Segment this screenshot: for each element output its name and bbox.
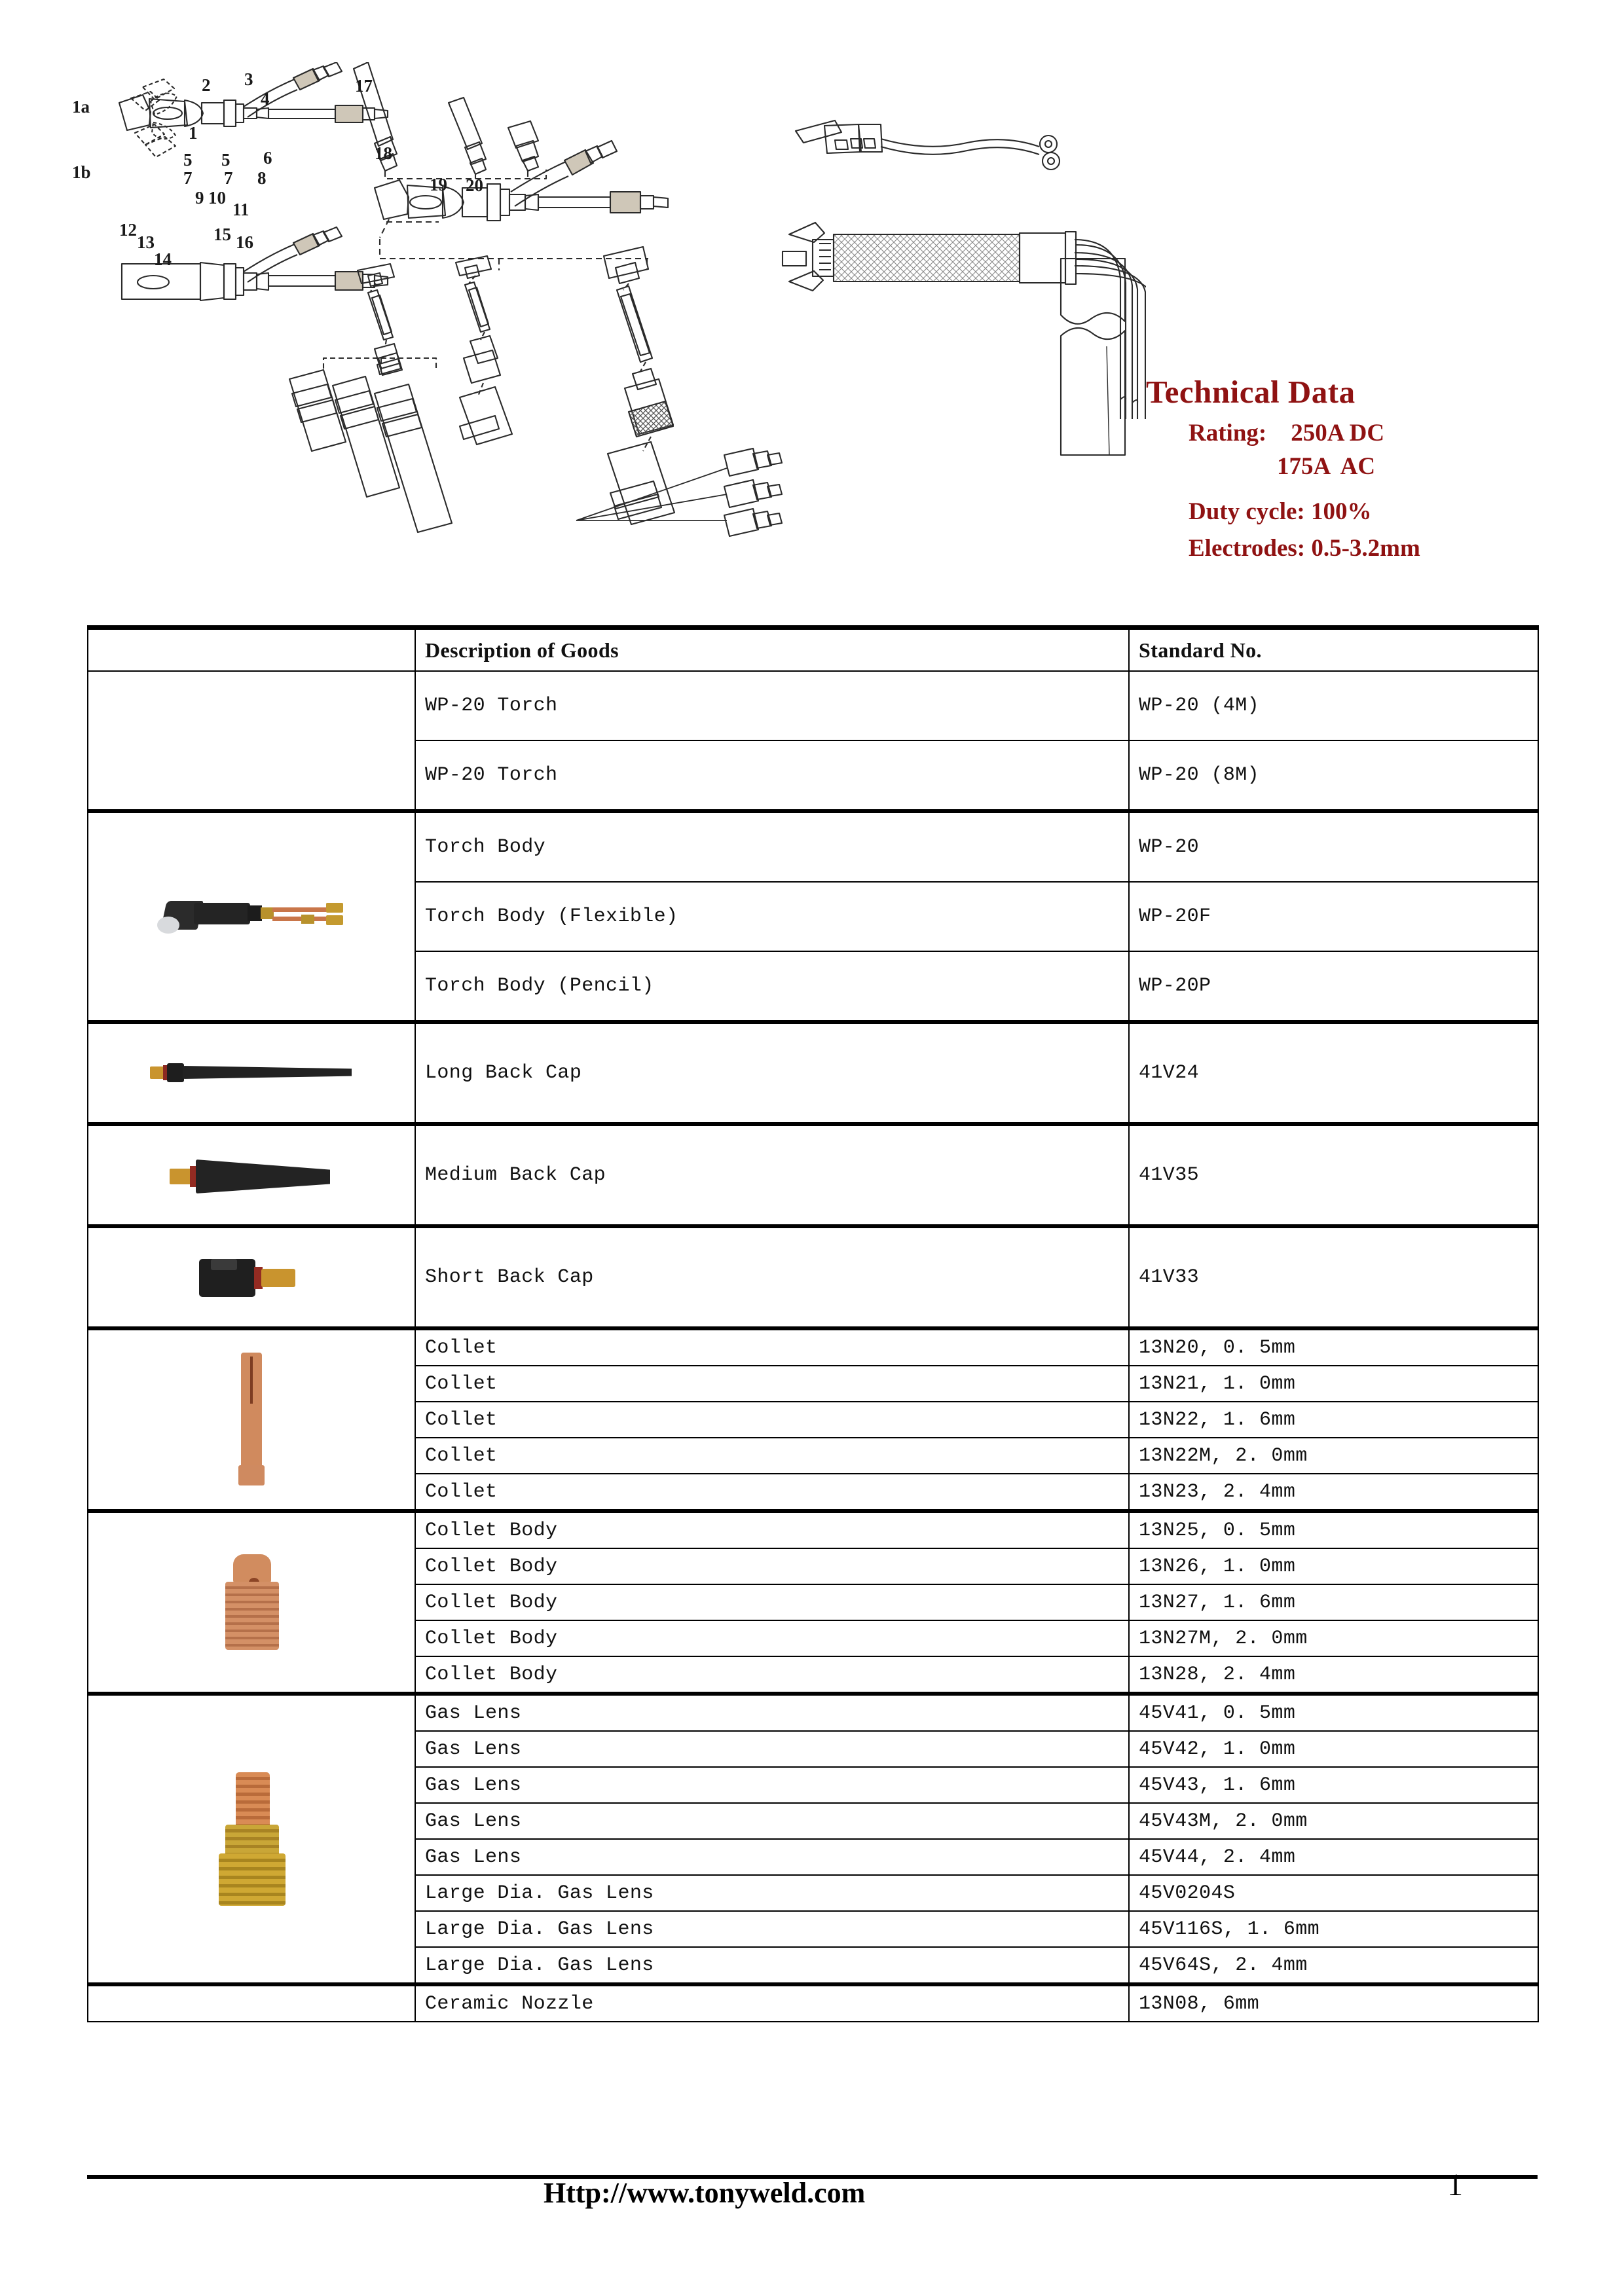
- cell-description: Large Dia. Gas Lens: [415, 1875, 1129, 1911]
- cell-standard-no: 13N27, 1. 6mm: [1129, 1584, 1538, 1620]
- column-header-standard: Standard No.: [1129, 628, 1538, 672]
- short-back-cap-photo: [193, 1252, 310, 1302]
- cell-description: Collet: [415, 1438, 1129, 1474]
- callout-1b: 1b: [72, 162, 91, 182]
- callout-11: 11: [232, 200, 249, 219]
- footer-page-number: 1: [1447, 2168, 1463, 2202]
- collet-photo: [232, 1353, 271, 1487]
- cell-description: Collet Body: [415, 1511, 1129, 1548]
- medium-back-cap-cone: [196, 1159, 330, 1194]
- gas-lens-cu: [236, 1772, 270, 1829]
- cell-standard-no: 13N26, 1. 0mm: [1129, 1548, 1538, 1584]
- cell-description: Long Back Cap: [415, 1022, 1129, 1124]
- table-body: [88, 671, 1538, 2022]
- cell-standard-no: 41V33: [1129, 1226, 1538, 1328]
- product-image-cell: [88, 1511, 415, 1694]
- table-header: [88, 628, 1538, 672]
- callout-3: 3: [244, 69, 253, 89]
- column-header-description: Description of Goods: [415, 628, 1129, 672]
- cell-description: Collet: [415, 1328, 1129, 1366]
- callout-1a: 1a: [72, 97, 90, 117]
- callout-13: 13: [137, 232, 155, 252]
- product-image-cell: [88, 811, 415, 1022]
- cell-standard-no: WP-20 (8M): [1129, 740, 1538, 811]
- gas-lens-base: [219, 1853, 286, 1906]
- long-back-cap-collar: [167, 1063, 184, 1082]
- cell-description: Gas Lens: [415, 1767, 1129, 1803]
- cell-standard-no: 45V43, 1. 6mm: [1129, 1767, 1538, 1803]
- cell-standard-no: 13N21, 1. 0mm: [1129, 1366, 1538, 1402]
- product-image-cell: [88, 1328, 415, 1511]
- rating-dc-value: 250A DC: [1291, 420, 1385, 446]
- cell-standard-no: 45V41, 0. 5mm: [1129, 1694, 1538, 1731]
- callout-2: 2: [202, 75, 211, 95]
- product-image-cell: [88, 671, 415, 811]
- table-header-row: [88, 628, 1538, 672]
- technical-data-duty-cycle: Duty cycle: 100%: [1189, 498, 1372, 525]
- callout-7: 7: [224, 168, 233, 188]
- callout-16: 16: [236, 232, 253, 252]
- callout-1: 1: [189, 123, 198, 143]
- technical-data-title: Technical Data: [1146, 374, 1356, 410]
- short-back-cap-notch: [211, 1259, 237, 1270]
- torch-body-whitecap: [157, 917, 179, 934]
- parts-list-table: [87, 625, 1539, 2022]
- cell-standard-no: 13N22, 1. 6mm: [1129, 1402, 1538, 1438]
- callout-5: 5: [183, 150, 193, 170]
- torch-body-body: [194, 903, 250, 924]
- collet-body-photo: [220, 1554, 283, 1651]
- cell-description: Collet Body: [415, 1584, 1129, 1620]
- gas-lens-mid: [225, 1825, 279, 1857]
- cell-standard-no: 13N28, 2. 4mm: [1129, 1656, 1538, 1694]
- cell-description: Short Back Cap: [415, 1226, 1129, 1328]
- cell-description: Collet Body: [415, 1620, 1129, 1656]
- cell-standard-no: WP-20F: [1129, 882, 1538, 951]
- cell-standard-no: 13N20, 0. 5mm: [1129, 1328, 1538, 1366]
- table-row: [88, 1226, 1538, 1328]
- callout-10: 10: [208, 188, 226, 208]
- collet-slot: [250, 1357, 253, 1404]
- table-row: [88, 1328, 1538, 1366]
- exploded-parts-diagram: [0, 0, 1624, 625]
- collet-base: [238, 1465, 265, 1485]
- callout-17: 17: [355, 76, 373, 96]
- callout-8: 8: [257, 168, 267, 188]
- callout-7: 7: [183, 168, 193, 188]
- rating-label: Rating:: [1189, 420, 1267, 446]
- callout-15: 15: [213, 225, 231, 244]
- callout-18: 18: [375, 143, 392, 163]
- torch-body-brass2: [301, 915, 314, 924]
- cell-description: Large Dia. Gas Lens: [415, 1911, 1129, 1947]
- cell-standard-no: 45V64S, 2. 4mm: [1129, 1947, 1538, 1984]
- cell-standard-no: 13N22M, 2. 0mm: [1129, 1438, 1538, 1474]
- footer-website-url[interactable]: Http://www.tonyweld.com: [544, 2177, 866, 2209]
- torch-body-photo: [153, 890, 350, 943]
- cell-standard-no: 41V24: [1129, 1022, 1538, 1124]
- product-image-cell: [88, 1694, 415, 1984]
- table-row: [88, 1022, 1538, 1124]
- callout-19: 19: [430, 175, 447, 194]
- cell-description: Collet Body: [415, 1656, 1129, 1694]
- table-row: [88, 811, 1538, 882]
- cell-standard-no: 45V43M, 2. 0mm: [1129, 1803, 1538, 1839]
- cell-description: Torch Body (Flexible): [415, 882, 1129, 951]
- callout-14: 14: [154, 249, 172, 269]
- cell-standard-no: 45V42, 1. 0mm: [1129, 1731, 1538, 1767]
- torch-body-brassend2: [326, 915, 343, 925]
- cell-description: Collet: [415, 1474, 1129, 1511]
- long-back-cap-photo: [150, 1058, 353, 1088]
- cell-description: Ceramic Nozzle: [415, 1984, 1129, 2022]
- cell-description: Gas Lens: [415, 1839, 1129, 1875]
- cell-description: Large Dia. Gas Lens: [415, 1947, 1129, 1984]
- technical-data-rating: [1189, 419, 1611, 447]
- cell-standard-no: 13N08, 6mm: [1129, 1984, 1538, 2022]
- torch-body-brass1: [261, 907, 274, 919]
- technical-data-electrodes: Electrodes: 0.5-3.2mm: [1189, 535, 1420, 562]
- table-row: [88, 1124, 1538, 1226]
- medium-back-cap-thread: [170, 1169, 192, 1184]
- cell-standard-no: 45V116S, 1. 6mm: [1129, 1911, 1538, 1947]
- cell-description: Torch Body (Pencil): [415, 951, 1129, 1022]
- short-back-cap-thread: [261, 1269, 295, 1287]
- gas-lens-photo: [215, 1772, 288, 1906]
- cell-standard-no: WP-20: [1129, 811, 1538, 882]
- product-image-cell: [88, 1124, 415, 1226]
- cell-description: Gas Lens: [415, 1803, 1129, 1839]
- cell-standard-no: 45V44, 2. 4mm: [1129, 1839, 1538, 1875]
- table-row: [88, 1694, 1538, 1731]
- product-image-cell: [88, 1022, 415, 1124]
- long-back-cap-thread: [150, 1066, 164, 1079]
- medium-back-cap-photo: [170, 1150, 333, 1201]
- callout-4: 4: [261, 89, 270, 109]
- callout-5: 5: [221, 150, 231, 170]
- torch-body-neck: [248, 905, 262, 921]
- cell-standard-no: WP-20P: [1129, 951, 1538, 1022]
- table-row: [88, 671, 1538, 740]
- collet-body-thd: [225, 1582, 279, 1650]
- callout-20: 20: [466, 175, 483, 195]
- cell-description: Torch Body: [415, 811, 1129, 882]
- cell-standard-no: WP-20 (4M): [1129, 671, 1538, 740]
- torch-body-brassend1: [326, 903, 343, 913]
- cell-description: Medium Back Cap: [415, 1124, 1129, 1226]
- product-image-cell: [88, 1226, 415, 1328]
- cell-description: Gas Lens: [415, 1694, 1129, 1731]
- cell-description: Collet Body: [415, 1548, 1129, 1584]
- cell-standard-no: 13N27M, 2. 0mm: [1129, 1620, 1538, 1656]
- cell-standard-no: 41V35: [1129, 1124, 1538, 1226]
- torch-body-tube-a: [272, 907, 331, 912]
- technical-data-block: [1126, 373, 1611, 562]
- cell-description: Collet: [415, 1366, 1129, 1402]
- long-back-cap-shaft: [183, 1066, 352, 1079]
- callout-9: 9: [195, 188, 204, 208]
- callout-6: 6: [263, 148, 272, 168]
- cell-standard-no: 45V0204S: [1129, 1875, 1538, 1911]
- cell-description: WP-20 Torch: [415, 671, 1129, 740]
- cell-description: WP-20 Torch: [415, 740, 1129, 811]
- cell-standard-no: 13N23, 2. 4mm: [1129, 1474, 1538, 1511]
- technical-data-rating-ac: 175A AC: [1277, 453, 1376, 480]
- cell-description: Collet: [415, 1402, 1129, 1438]
- column-header-image: [88, 628, 415, 672]
- product-image-cell: [88, 1984, 415, 2022]
- diagram-artwork: [72, 62, 1146, 625]
- table-row: [88, 1984, 1538, 2022]
- callout-12: 12: [119, 220, 137, 240]
- cell-description: Gas Lens: [415, 1731, 1129, 1767]
- table-row: [88, 1511, 1538, 1548]
- cell-standard-no: 13N25, 0. 5mm: [1129, 1511, 1538, 1548]
